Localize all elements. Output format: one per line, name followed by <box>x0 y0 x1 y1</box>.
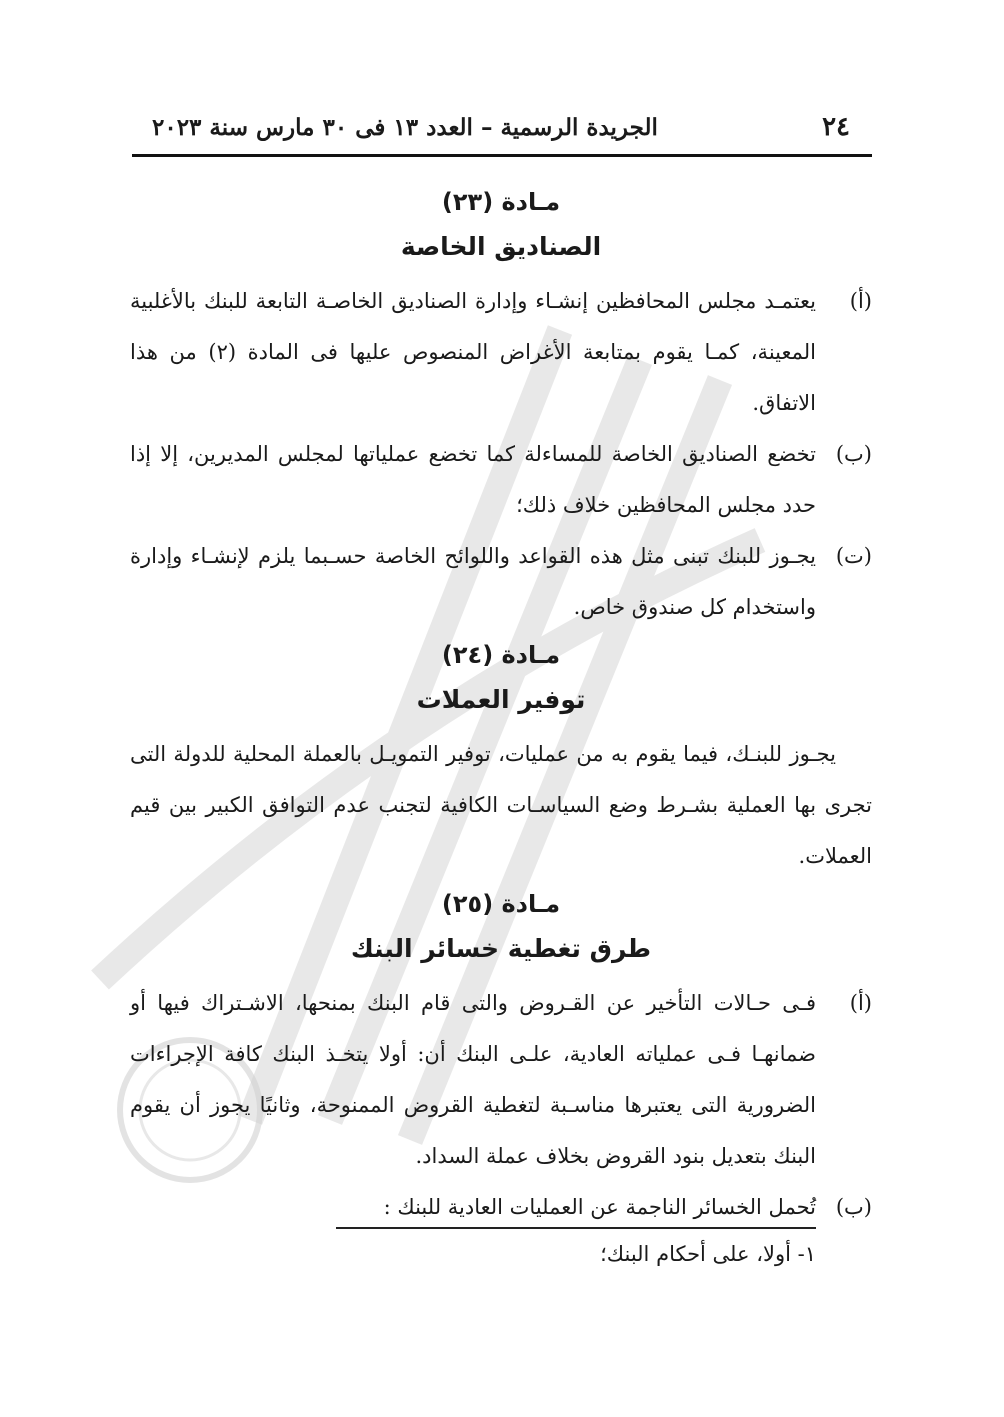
article-title: طرق تغطية خسائر البنك <box>350 934 652 963</box>
clause-marker: (ت) <box>835 544 872 568</box>
clause <box>130 276 872 429</box>
header-rule <box>132 154 872 157</box>
clause-text: تخضع الصناديق الخاصة للمساءلة كما تخضع عملياتها لمجلس المديرين، إلا إذا حدد مجلس المحافظين خلاف ذلك؛ <box>130 442 816 517</box>
article-title: الصناديق الخاصة <box>400 232 602 261</box>
article-24 <box>130 633 872 882</box>
clause-text: يعتمـد مجلس المحافظين إنشـاء وإدارة الصناديق الخاصـة التابعة للبنك بالأغلبية المعينة، كمـا يقوم بمتابعة الأغراض المنصوص عليها فى المادة (٢) من هذا الاتفاق. <box>130 289 816 415</box>
clause <box>130 1182 872 1233</box>
clause-marker: (أ) <box>849 991 872 1015</box>
clause <box>130 429 872 531</box>
clause-text: فـى حـالات التأخير عن القـروض والتى قام البنك بمنحها، الاشـتراك فيها أو ضمانهـا فـى عملياته العادية، علـى البنك أن: أولا يتخـذ البنك كافة الإجراءات الضرورية التى يعتبرها مناسـبة لتغطية القروض الممنوحة، وثانيًا يجوز أن يقوم البنك بتعديل بنود القروض بخلاف عملة السداد. <box>130 991 816 1168</box>
clause-text: يجـوز للبنك تبنى مثل هذه القواعد واللوائح الخاصة حسـبما يلزم لإنشـاء وإدارة واستخدام كل صندوق خاص. <box>130 544 816 619</box>
clause <box>130 531 872 633</box>
clause-marker: (أ) <box>849 289 872 313</box>
clause-marker: (ب) <box>835 1195 872 1219</box>
clause <box>130 978 872 1182</box>
clause-marker: (ب) <box>835 442 872 466</box>
gazette-title: الجريدة الرسمية – العدد ١٣ فى ٣٠ مارس سنة ٢٠٢٣ <box>152 114 658 141</box>
sub-item: ١- أولا، على أحكام البنك؛ <box>600 1242 816 1266</box>
article-25 <box>130 882 872 1280</box>
page-header <box>132 112 872 152</box>
article-number: مـادة (٢٤) <box>441 641 561 669</box>
article-23 <box>130 180 872 633</box>
article-number: مـادة (٢٣) <box>441 188 561 216</box>
page-number: ٢٤ <box>822 112 850 142</box>
article-paragraph: يجـوز للبنـك، فيما يقوم به من عمليات، توفير التمويـل بالعملة المحلية للدولة التى تجرى بها العملية بشـرط وضع السياسـات الكافية لتجنب عدم التوافق الكبير بين قيم العملات. <box>130 742 872 868</box>
document-body <box>130 180 872 1280</box>
article-title: توفير العملات <box>416 685 586 714</box>
article-number: مـادة (٢٥) <box>441 890 561 918</box>
clause-text: تُحمل الخسائر الناجمة عن العمليات العادية للبنك : <box>383 1195 816 1219</box>
